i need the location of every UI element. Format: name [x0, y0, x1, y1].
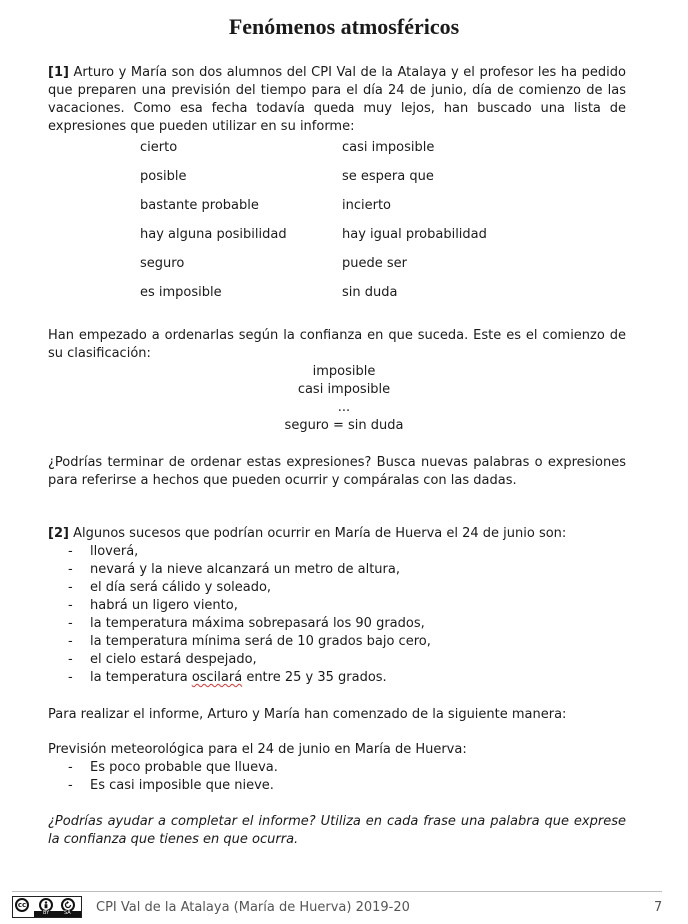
ordering-intro: Han empezado a ordenarlas según la confianza en que suceda. Este es el comienzo de su clasificación:: [48, 328, 626, 361]
event-text: entre 25 y 35 grados.: [242, 670, 387, 685]
list-item: [66, 669, 626, 687]
footer-text: CPI Val de la Atalaya (María de Huerva) 2019-20: [96, 900, 410, 915]
expression-left: bastante probable: [140, 198, 259, 213]
report-intro: Para realizar el informe, Arturo y María han comenzado de la siguiente manera:: [48, 707, 567, 722]
page-title: Fenómenos atmosféricos: [228, 14, 460, 39]
ordering-item: imposible: [312, 364, 376, 379]
list-item: - habrá un ligero viento,: [66, 597, 626, 615]
license-by-label: BY: [43, 910, 50, 916]
cc-icon: cc: [15, 898, 29, 912]
expression-right: sin duda: [342, 285, 398, 300]
list-item: - Es casi imposible que nieve.: [66, 777, 626, 795]
event-text: la temperatura: [90, 670, 192, 685]
section1-question: ¿Podrías terminar de ordenar estas expresiones? Busca nuevas palabras o expresiones para referirse a hechos que pueden ocurrir y compáralas con las dadas.: [48, 455, 626, 488]
expression-left: posible: [140, 169, 187, 184]
events-list: [66, 543, 626, 687]
list-item: - el día será cálido y soleado,: [66, 579, 626, 597]
expression-right: puede ser: [342, 256, 407, 271]
list-item: - lloverá,: [66, 543, 626, 561]
license-sa-label: SA: [64, 910, 71, 916]
ordering-item: casi imposible: [297, 382, 391, 397]
expression-left: seguro: [140, 256, 185, 271]
list-item: - la temperatura mínima será de 10 grados bajo cero,: [66, 633, 626, 651]
section1-intro: [48, 64, 626, 136]
list-item: - nevará y la nieve alcanzará un metro de altura,: [66, 561, 626, 579]
section2-number: [2]: [48, 526, 69, 541]
expression-left: es imposible: [140, 285, 222, 300]
spellcheck-marked-word: oscilará: [191, 670, 243, 685]
list-item: - el cielo estará despejado,: [66, 651, 626, 669]
report-list: [66, 759, 626, 795]
list-item: - Es poco probable que llueva.: [66, 759, 626, 777]
expression-right: incierto: [342, 198, 392, 213]
ordering-item: ...: [337, 400, 351, 415]
section1-number: [1]: [48, 65, 69, 80]
page-number: 7: [654, 900, 663, 915]
section1-intro-text: Arturo y María son dos alumnos del CPI Val de la Atalaya y el profesor les ha pedido que preparen una previsión del tiempo para el día 24 de junio, día de comienzo de las vacaciones. Como esa fecha todavía queda muy lejos, han buscado una lista de expresiones que pueden utilizar en su informe:: [48, 65, 626, 134]
expression-right: se espera que: [342, 169, 434, 184]
report-title: Previsión meteorológica para el 24 de junio en María de Huerva:: [48, 742, 467, 757]
expression-left: hay alguna posibilidad: [140, 227, 287, 242]
expression-left: cierto: [140, 140, 178, 155]
list-item: - la temperatura máxima sobrepasará los 90 grados,: [66, 615, 626, 633]
ordering-item: seguro = sin duda: [284, 418, 404, 433]
section2-intro-text: Algunos sucesos que podrían ocurrir en María de Huerva el 24 de junio son:: [73, 526, 567, 541]
section2-intro: [48, 525, 626, 543]
footer-divider: [12, 891, 662, 892]
closing-question: ¿Podrías ayudar a completar el informe? Utiliza en cada frase una palabra que exprese la confianza que tienes en que ocurra.: [48, 814, 626, 847]
expression-right: hay igual probabilidad: [342, 227, 487, 242]
expression-right: casi imposible: [342, 140, 435, 155]
cc-license-icon: [12, 896, 82, 918]
